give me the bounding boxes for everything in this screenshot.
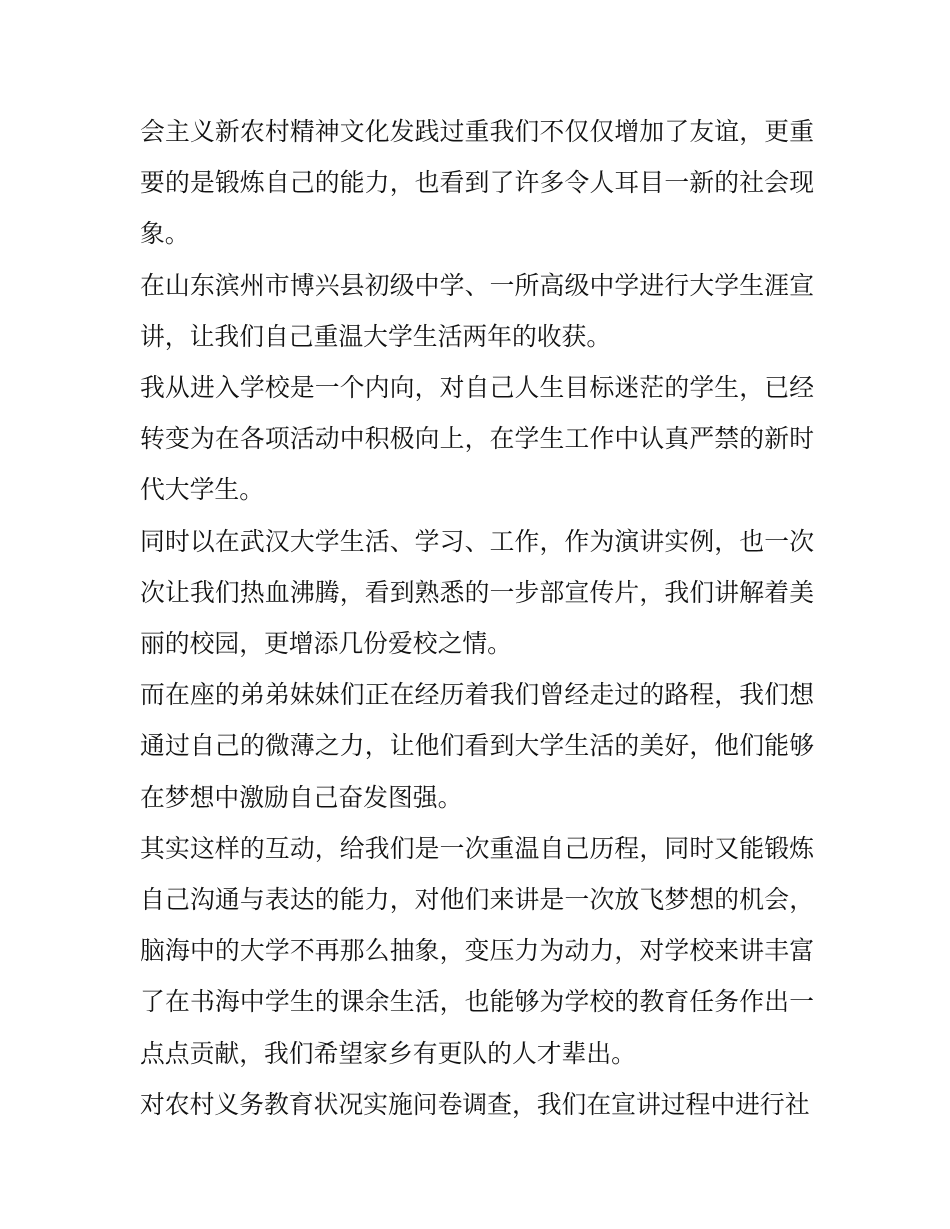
paragraph-4: 同时以在武汉大学生活、学习、工作，作为演讲实例，也一次次让我们热血沸腾，看到熟悉的一步部宣传片，我们讲解着美丽的校园，更增添几份爱校之情。 (140, 526, 814, 659)
paragraph-7: 对农村义务教育状况实施问卷调查，我们在宣讲过程中进行社 (140, 1089, 810, 1119)
paragraph-3: 我从进入学校是一个内向，对自己人生目标迷茫的学生，已经转变为在各项活动中积极向上，在学生工作中认真严禁的新时代大学生。 (140, 373, 814, 505)
paragraph-6: 其实这样的互动，给我们是一次重温自己历程，同时又能锻炼自己沟通与表达的能力，对他们来讲是一次放飞梦想的机会，脑海中的大学不再那么抽象，变压力为动力，对学校来讲丰富了在书海中学生的课余生活，也能够为学校的教育任务作出一点点贡献，我们希望家乡有更队的人才辈出。 (140, 833, 814, 1068)
paragraph-1: 会主义新农村精神文化发践过重我们不仅仅增加了友谊，更重要的是锻炼自己的能力，也看到了许多令人耳目一新的社会现象。 (140, 117, 814, 249)
paragraph-5: 而在座的弟弟妹妹们正在经历着我们曾经走过的路程，我们想通过自己的微薄之力，让他们看到大学生活的美好，他们能够在梦想中激励自己奋发图强。 (140, 680, 814, 812)
document-body (140, 106, 814, 1130)
paragraph-2: 在山东滨州市博兴县初级中学、一所高级中学进行大学生涯宣讲，让我们自己重温大学生活两年的收获。 (140, 270, 814, 351)
